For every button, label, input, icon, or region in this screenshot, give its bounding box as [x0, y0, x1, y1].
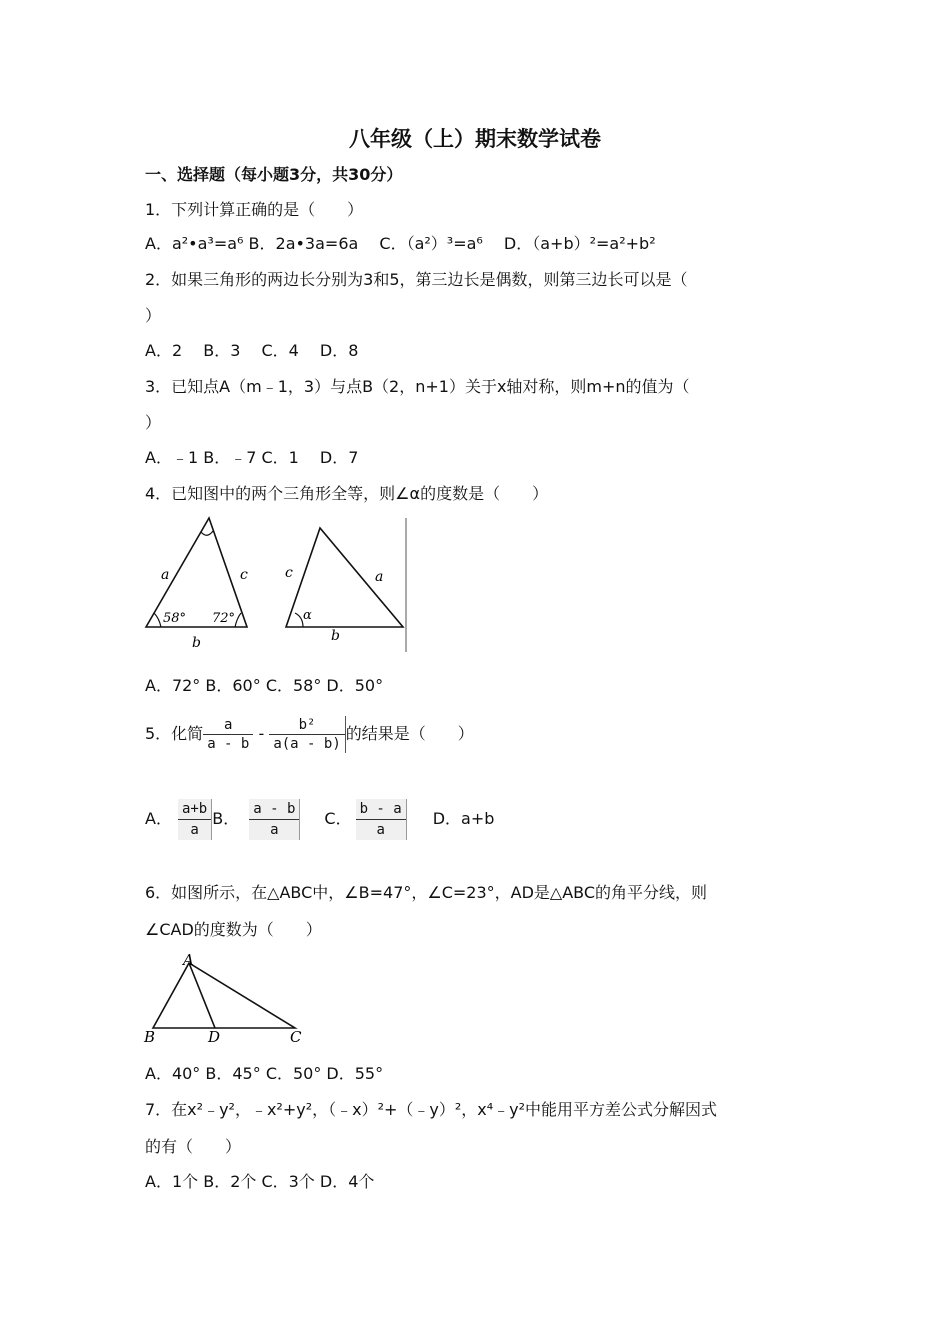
- question-5-suffix: 的结果是（ ）: [345, 724, 474, 743]
- question-5-prefix: 5．化简: [145, 724, 204, 743]
- left-angle-58-label: 58°: [163, 611, 187, 626]
- fraction-1-numerator: a: [203, 716, 253, 735]
- question-4-stem: 4．已知图中的两个三角形全等，则∠α的度数是（ ）: [145, 484, 549, 503]
- left-side-a-label: a: [161, 567, 170, 583]
- vertex-a-label: A: [183, 951, 194, 969]
- question-3-options: A．﹣1 B．﹣7 C．1 D．7: [145, 448, 359, 467]
- triangle-right: [285, 518, 406, 652]
- option-c-denominator: a: [376, 822, 385, 838]
- option-d-text: D．a+b: [432, 809, 495, 828]
- question-6-stem: 6．如图所示，在△ABC中，∠B=47°，∠C=23°，AD是△ABC的角平分线，则: [145, 883, 708, 902]
- question-1-stem: 1．下列计算正确的是（ ）: [145, 200, 364, 219]
- option-c-fraction: [356, 799, 407, 840]
- option-c-numerator: b - a: [356, 799, 406, 820]
- right-side-b-label: b: [331, 628, 340, 644]
- question-6-options: A．40° B．45° C．50° D．55°: [145, 1064, 384, 1083]
- fraction-1-denominator: a - b: [207, 736, 250, 752]
- fraction-b2-over-a-a-minus-b: [269, 716, 345, 753]
- option-a-label: A．: [145, 809, 172, 828]
- option-a-fraction: [178, 799, 212, 840]
- question-7-stem: 7．在x²﹣y²，﹣x²+y²，（﹣x）²+（﹣y）²，x⁴﹣y²中能用平方差公式分解因式: [145, 1100, 718, 1119]
- right-side-c-label: c: [285, 565, 293, 581]
- question-5-stem: [145, 710, 474, 758]
- question-6-figure: [143, 951, 305, 1045]
- left-side-c-label: c: [240, 567, 248, 583]
- question-2-stem: 2．如果三角形的两边长分别为3和5，第三边长是偶数，则第三边长可以是（: [145, 270, 688, 289]
- option-c-label: C．: [324, 809, 352, 828]
- triangle-left: [146, 518, 248, 651]
- option-b-denominator: a: [270, 822, 279, 838]
- question-3-stem-cont: ）: [145, 413, 162, 432]
- fraction-a-over-a-minus-b: [203, 716, 253, 753]
- question-2-options: A．2 B．3 C．4 D．8: [145, 341, 359, 360]
- fraction-2-denominator: a(a - b): [273, 736, 341, 752]
- right-side-a-label: a: [375, 569, 384, 585]
- option-b-label: B．: [212, 809, 240, 828]
- fraction-2-numerator: b²: [269, 716, 344, 735]
- question-5-options: [145, 795, 494, 843]
- option-a-denominator: a: [190, 822, 199, 838]
- section-heading: 一、选择题（每小题3分，共30分）: [145, 165, 403, 184]
- page-title: 八年级（上）期末数学试卷: [349, 127, 601, 151]
- question-6-stem-cont: ∠CAD的度数为（ ）: [145, 920, 322, 939]
- point-d-label: D: [208, 1028, 221, 1045]
- vertex-b-label: B: [144, 1028, 156, 1045]
- left-side-b-label: b: [192, 635, 201, 651]
- question-7-options: A．1个 B．2个 C．3个 D．4个: [145, 1172, 375, 1191]
- question-7-stem-cont: 的有（ ）: [145, 1137, 242, 1156]
- question-4-figure: [143, 515, 411, 655]
- option-a-numerator: a+b: [178, 799, 211, 820]
- question-1-options: A．a²•a³=a⁶ B．2a•3a=6a C．（a²）³=a⁶ D．（a+b）²=a²+b²: [145, 234, 656, 253]
- vertex-c-label: C: [290, 1028, 302, 1045]
- question-2-stem-cont: ）: [145, 306, 162, 325]
- question-4-options: A．72° B．60° C．58° D．50°: [145, 676, 384, 695]
- option-b-fraction: [249, 799, 300, 840]
- question-3-stem: 3．已知点A（m﹣1，3）与点B（2，n+1）关于x轴对称，则m+n的值为（: [145, 377, 690, 396]
- left-angle-72-label: 72°: [212, 611, 236, 626]
- alpha-angle-label: α: [303, 608, 312, 623]
- option-b-numerator: a - b: [249, 799, 299, 820]
- minus-sign: -: [258, 724, 265, 743]
